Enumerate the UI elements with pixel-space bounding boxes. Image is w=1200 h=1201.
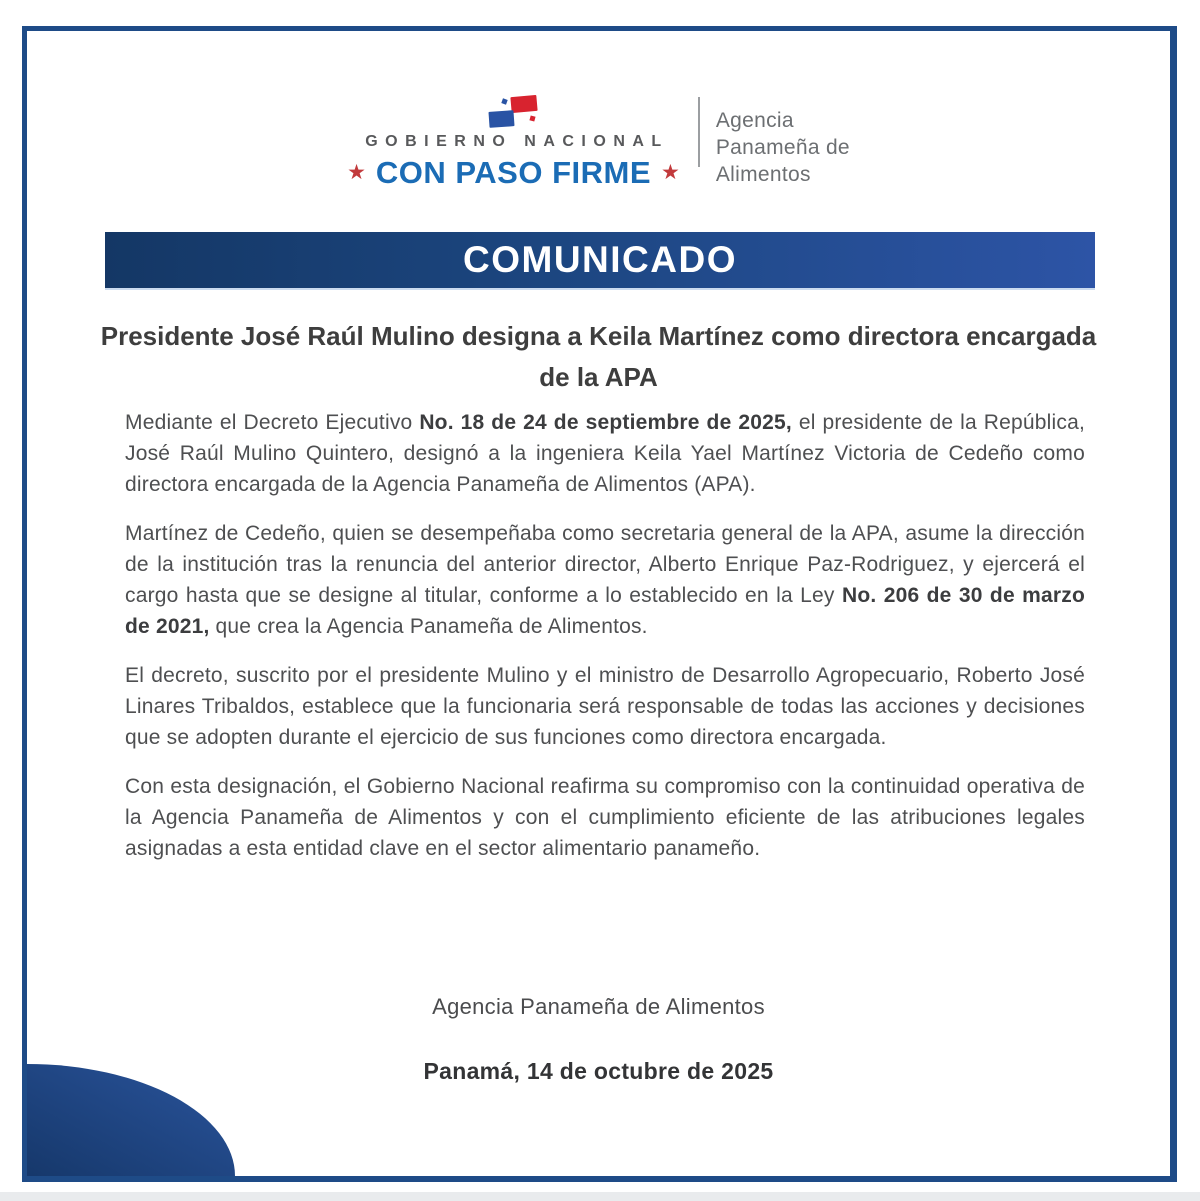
- paragraph-bold-text: No. 206 de 30 de marzo de 2021,: [125, 584, 1085, 638]
- panama-flag-icon: [487, 95, 539, 131]
- corner-curve-decoration: [27, 1064, 235, 1176]
- agency-name-line: Alimentos: [715, 163, 811, 186]
- agency-name-line: Agencia: [715, 109, 794, 132]
- agency-name-block: [716, 95, 850, 188]
- comunicado-banner: [105, 232, 1095, 288]
- paragraph-text: Martínez de Cedeño, quien se desempeñaba como secretaria general de la APA, asume la dirección de la institución tras la renuncia del anterior director, Alberto Enrique Paz-Rodriguez, y ejercerá el cargo hasta que se designe al titular, conforme a lo establecido en la Ley: [125, 522, 1085, 607]
- con-paso-firme-text: CON PASO FIRME: [375, 155, 652, 190]
- agency-name-line: Panameña de: [715, 136, 850, 159]
- flag-blue-star: [502, 98, 508, 104]
- document-frame: [22, 26, 1177, 1182]
- star-icon: ★: [661, 160, 680, 184]
- body-paragraph: [125, 407, 1085, 500]
- gobierno-nacional-text: GOBIERNO NACIONAL: [365, 133, 669, 150]
- banner-title: COMUNICADO: [463, 239, 737, 280]
- logo-divider: [698, 97, 700, 167]
- flag-blue-rect: [489, 110, 515, 128]
- paragraph-bold-text: No. 18 de 24 de septiembre de 2025,: [419, 411, 792, 434]
- paragraph-text: El decreto, suscrito por el presidente Mulino y el ministro de Desarrollo Agropecuario, Roberto José Linares Tribaldos, establece que la funcionaria será responsable de todas las acciones y decisiones que se adopten durante el ejercicio de sus funciones como directora encargada.: [125, 664, 1085, 749]
- footer-dateline: Panamá, 14 de octubre de 2025: [423, 1058, 774, 1084]
- bottom-strip: [0, 1192, 1200, 1201]
- body-paragraph: [125, 660, 1085, 753]
- footer-agency-name: Agencia Panameña de Alimentos: [432, 994, 765, 1019]
- headline: Presidente José Raúl Mulino designa a Keila Martínez como directora encargada de la APA: [100, 321, 1097, 392]
- government-logo: [27, 95, 1170, 191]
- flag-red-star: [530, 115, 536, 121]
- paragraph-text: Mediante el Decreto Ejecutivo: [125, 411, 420, 434]
- body-text: [125, 407, 1085, 882]
- con-paso-firme-line: [347, 155, 680, 191]
- paragraph-text: el presidente de la República, José Raúl Mulino Quintero, designó a la ingeniera Keila Yael Martínez Victoria de Cedeño como directora encargada de la Agencia Panameña de Alimentos (APA).: [125, 411, 1085, 496]
- gobierno-nacional-logo: [347, 95, 680, 191]
- star-icon: ★: [347, 160, 366, 184]
- body-paragraph: [125, 771, 1085, 864]
- paragraph-text: que crea la Agencia Panameña de Alimentos.: [209, 615, 648, 638]
- paragraph-text: Con esta designación, el Gobierno Nacional reafirma su compromiso con la continuidad operativa de la Agencia Panameña de Alimentos y con el cumplimiento eficiente de las atribuciones legales asignadas a esta entidad clave en el sector alimentario panameño.: [125, 775, 1085, 860]
- body-paragraph: [125, 518, 1085, 642]
- flag-red-rect: [511, 95, 538, 113]
